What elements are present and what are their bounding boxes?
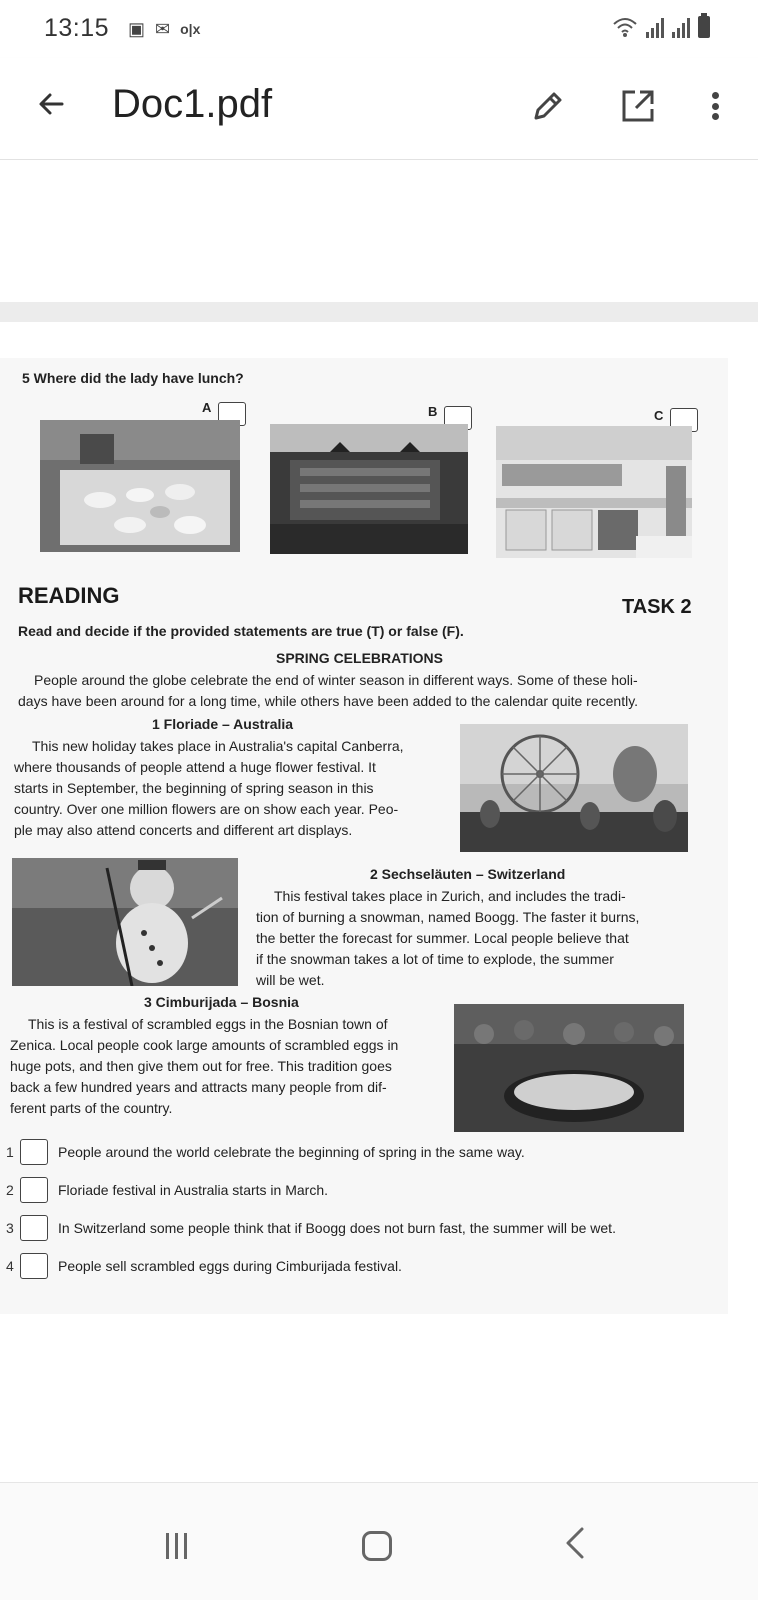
section-1-line: country. Over one million flowers are on show each year. Peo- <box>14 801 399 817</box>
recent-apps-icon[interactable] <box>166 1533 187 1559</box>
intro-paragraph <box>18 670 690 712</box>
option-c-label: C <box>654 408 664 423</box>
app-bar <box>0 58 758 160</box>
restaurant-photo <box>270 424 468 554</box>
statement-row <box>6 1138 525 1166</box>
statement-row <box>6 1252 402 1280</box>
article-title: SPRING CELEBRATIONS <box>276 650 443 666</box>
statement-number: 2 <box>6 1182 14 1198</box>
worksheet-scan <box>0 358 728 1314</box>
statement-answer-box[interactable] <box>20 1139 48 1165</box>
pdf-page-top <box>0 160 758 302</box>
statement-answer-box[interactable] <box>20 1253 48 1279</box>
section-2-line: will be wet. <box>256 972 325 988</box>
section-1-line: ple may also attend concerts and different art displays. <box>14 822 353 838</box>
cimburijada-photo <box>454 1004 684 1132</box>
task-instruction: Read and decide if the provided statements are true (T) or false (F). <box>18 623 464 639</box>
boogg-photo <box>12 858 238 986</box>
floriade-photo <box>460 724 688 852</box>
signal-icon <box>672 16 690 38</box>
back-arrow-icon[interactable] <box>32 84 72 124</box>
section-1-line: starts in September, the beginning of spring season in this <box>14 780 374 796</box>
section-2-line: This festival takes place in Zurich, and includes the tradi- <box>274 888 626 904</box>
section-1-text <box>14 736 444 841</box>
section-3-line: ferent parts of the country. <box>10 1100 173 1116</box>
open-external-icon[interactable] <box>618 86 658 126</box>
more-vert-icon[interactable] <box>700 86 730 126</box>
gallery-icon: ▣ <box>128 19 146 39</box>
gmail-icon: ✉ <box>155 19 171 39</box>
statement-row <box>6 1176 328 1204</box>
reading-heading: READING <box>18 583 120 608</box>
signal-icon <box>646 16 664 38</box>
intro-line: People around the globe celebrate the end of winter season in different ways. Some of these holi- <box>34 672 638 688</box>
battery-icon <box>698 16 710 38</box>
section-1-line: This new holiday takes place in Australia's capital Canberra, <box>32 738 404 754</box>
task-label: TASK 2 <box>622 596 692 618</box>
home-icon[interactable] <box>362 1531 392 1561</box>
statement-row <box>6 1214 616 1242</box>
section-3-line: huge pots, and then give them out for free. This tradition goes <box>10 1058 392 1074</box>
edit-pencil-icon[interactable] <box>528 86 568 126</box>
section-3-line: Zenica. Local people cook large amounts of scrambled eggs in <box>10 1037 399 1053</box>
olx-icon: o|x <box>180 21 201 37</box>
section-2-title: 2 Sechseläuten – Switzerland <box>370 866 566 882</box>
section-2-line: if the snowman takes a lot of time to explode, the summer <box>256 951 614 967</box>
section-3-line: This is a festival of scrambled eggs in the Bosnian town of <box>28 1016 388 1032</box>
statement-text: People sell scrambled eggs during Cimburijada festival. <box>58 1258 402 1274</box>
option-b-label: B <box>428 404 438 419</box>
statement-number: 3 <box>6 1220 14 1236</box>
intro-line: days have been around for a long time, while others have been added to the calendar quite recently. <box>18 693 639 709</box>
pdf-page <box>0 322 758 1482</box>
status-bar <box>0 0 758 58</box>
statement-answer-box[interactable] <box>20 1215 48 1241</box>
notification-icons <box>128 18 200 40</box>
section-2-line: tion of burning a snowman, named Boogg. The faster it burns, <box>256 909 640 925</box>
wifi-icon <box>612 16 638 38</box>
status-time: 13:15 <box>44 14 110 42</box>
section-2-line: the better the forecast for summer. Local people believe that <box>256 930 629 946</box>
navigation-bar <box>0 1482 758 1600</box>
statement-text: People around the world celebrate the beginning of spring in the same way. <box>58 1144 525 1160</box>
statement-text: Floriade festival in Australia starts in March. <box>58 1182 328 1198</box>
section-3-text <box>10 1014 440 1119</box>
section-1-line: where thousands of people attend a huge flower festival. It <box>14 759 376 775</box>
picnic-photo <box>40 420 240 552</box>
statement-number: 1 <box>6 1144 14 1160</box>
document-title: Doc1.pdf <box>112 82 273 126</box>
section-3-title: 3 Cimburijada – Bosnia <box>144 994 299 1010</box>
section-3-line: back a few hundred years and attracts many people from dif- <box>10 1079 387 1095</box>
option-a-label: A <box>202 400 212 415</box>
statement-number: 4 <box>6 1258 14 1274</box>
section-2-text <box>256 886 688 991</box>
pdf-viewer[interactable] <box>0 160 758 1482</box>
back-icon[interactable] <box>562 1523 588 1570</box>
question-5: 5 Where did the lady have lunch? <box>22 370 244 386</box>
system-icons <box>612 16 710 38</box>
section-1-title: 1 Floriade – Australia <box>152 716 294 732</box>
statement-text: In Switzerland some people think that if Boogg does not burn fast, the summer will be wet. <box>58 1220 616 1236</box>
statement-answer-box[interactable] <box>20 1177 48 1203</box>
kitchen-photo <box>496 426 692 558</box>
